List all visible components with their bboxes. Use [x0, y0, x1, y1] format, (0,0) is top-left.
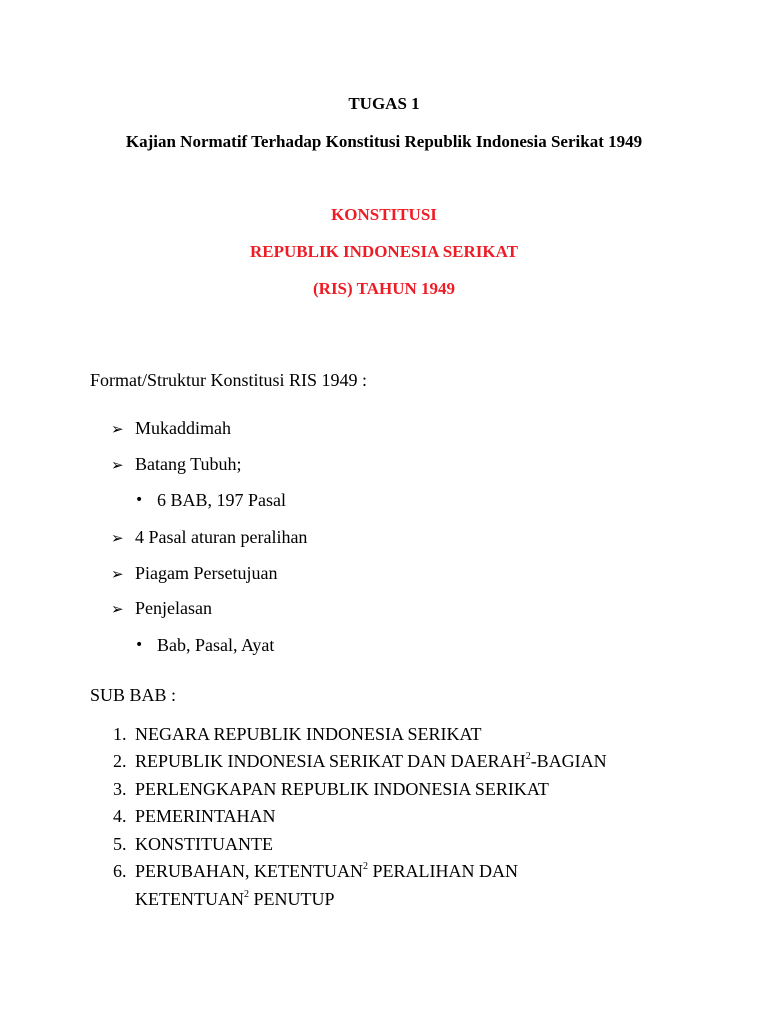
sub-list-item: Bab, Pasal, Ayat [157, 635, 275, 655]
list-item: Batang Tubuh; [135, 454, 242, 474]
arrow-icon: ➢ [111, 565, 124, 583]
numbered-item: KONSTITUANTE [135, 834, 273, 854]
superscript: 2 [243, 889, 249, 900]
bullet-icon: • [135, 492, 144, 508]
numbered-item: PERLENGKAPAN REPUBLIK INDONESIA SERIKAT [135, 779, 549, 799]
assignment-label: TUGAS 1 [348, 94, 420, 113]
title-line-2: REPUBLIK INDONESIA SERIKAT [250, 242, 518, 261]
structure-intro: Format/Struktur Konstitusi RIS 1949 : [90, 370, 368, 390]
item-text: -BAGIAN [530, 751, 607, 771]
list-item: Mukaddimah [135, 418, 231, 438]
item-text: REPUBLIK INDONESIA SERIKAT DAN DAERAH [135, 751, 526, 771]
arrow-icon: ➢ [111, 529, 124, 547]
sub-list-item: 6 BAB, 197 Pasal [157, 490, 287, 510]
numbered-item [135, 751, 607, 772]
item-text: PERALIHAN DAN [368, 861, 518, 881]
list-number: 3. [113, 779, 127, 799]
title-line-3: (RIS) TAHUN 1949 [313, 279, 455, 298]
item-text: PERUBAHAN, KETENTUAN [135, 861, 363, 881]
numbered-item-continuation [135, 889, 335, 910]
item-text: KETENTUAN [135, 889, 244, 909]
sub-bab-heading: SUB BAB : [90, 685, 177, 705]
arrow-icon: ➢ [111, 600, 124, 618]
list-number: 5. [113, 834, 127, 854]
list-number: 1. [113, 724, 127, 744]
numbered-item [135, 861, 518, 882]
list-item: 4 Pasal aturan peralihan [135, 527, 308, 547]
list-number: 6. [113, 861, 127, 881]
numbered-item: PEMERINTAHAN [135, 806, 276, 826]
list-number: 4. [113, 806, 127, 826]
bullet-icon: • [135, 637, 144, 653]
title-line-1: KONSTITUSI [331, 205, 437, 224]
numbered-item: NEGARA REPUBLIK INDONESIA SERIKAT [135, 724, 482, 744]
superscript: 2 [525, 751, 531, 762]
item-text: PENUTUP [248, 889, 335, 909]
list-item: Penjelasan [135, 598, 212, 618]
superscript: 2 [363, 861, 368, 872]
arrow-icon: ➢ [111, 420, 124, 438]
document-subtitle: Kajian Normatif Terhadap Konstitusi Republik Indonesia Serikat 1949 [125, 132, 643, 151]
arrow-icon: ➢ [111, 456, 124, 474]
list-item: Piagam Persetujuan [135, 563, 278, 583]
list-number: 2. [113, 751, 127, 771]
